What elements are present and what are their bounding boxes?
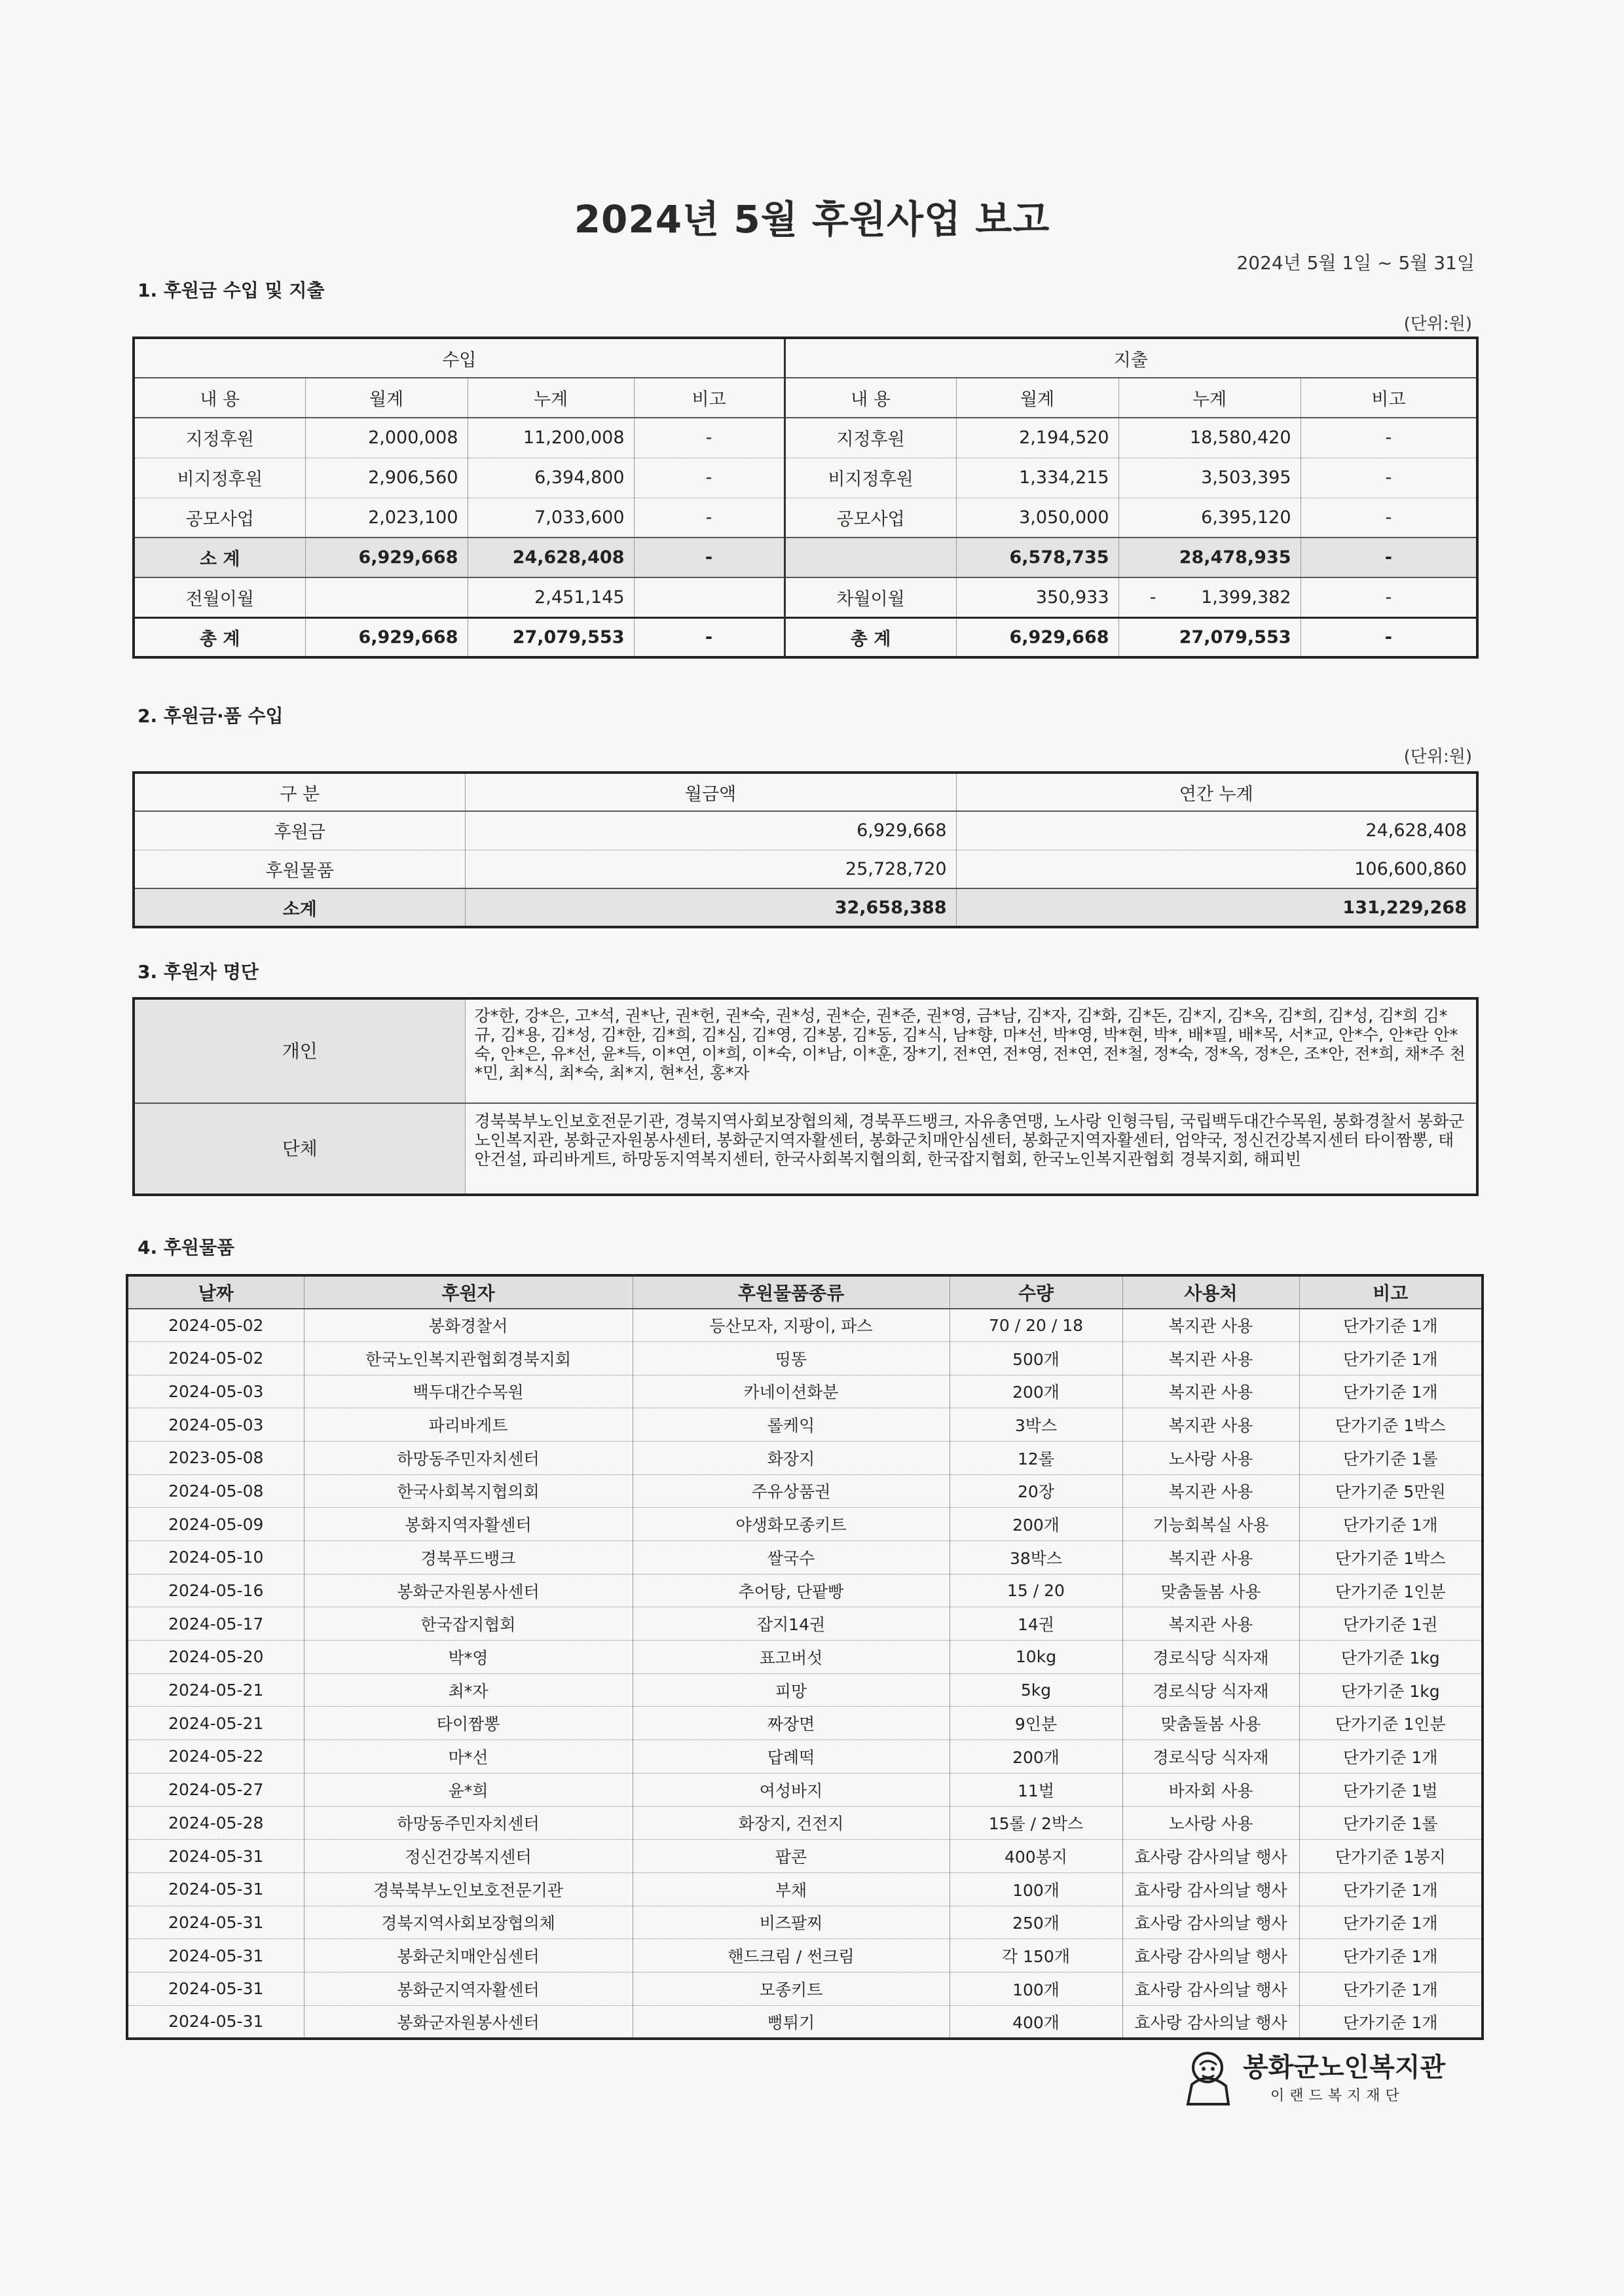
table-cell: 24,628,408 xyxy=(956,811,1477,850)
table-row xyxy=(134,418,1477,458)
column-header: 비고 xyxy=(634,378,784,418)
individual-donor-list: 강*한, 강*은, 고*석, 권*난, 권*헌, 권*숙, 권*성, 권*순, 권*준, 권*영, 금*남, 김*자, 김*화, 김*돈, 김*지, 김*옥, 김*희, 김*성, 김*희 김*규, 김*용, 김*성, 김*한, 김*희, 김*심, 김*영, 김*봉, 김*동, 김*식, 남*향, 마*선, 박*영, 박*현, 박*, 배*필, 배*목, 서*교, 안*수, 안*란 안*숙, 안*은, 유*선, 윤*득, 이*연, 이*희, 이*숙, 이*남, 이*훈, 장*기, 전*연, 전*영, 전*연, 전*철, 정*숙, 정*옥, 정*은, 조*안, 전*희, 채*주 천*민, 최*식, 최*숙, 최*지, 현*선, 홍*자 xyxy=(465,998,1477,1103)
table-cell: 노사랑 사용 xyxy=(1122,1806,1299,1840)
table-cell: 단가기준 1개 xyxy=(1299,1939,1483,1973)
table-cell: 27,079,553 xyxy=(1118,617,1301,657)
table-row xyxy=(134,498,1477,538)
table-cell: 여성바지 xyxy=(633,1773,950,1806)
column-header: 수량 xyxy=(950,1275,1122,1309)
table-row xyxy=(134,458,1477,498)
table-cell: 모종키트 xyxy=(633,1972,950,2005)
table-cell: 단가기준 1kg xyxy=(1299,1673,1483,1707)
table-cell: 6,578,735 xyxy=(956,538,1118,577)
table-cell: 한국사회복지협의회 xyxy=(304,1474,633,1508)
group-label: 단체 xyxy=(134,1103,465,1195)
table-cell: 윤*희 xyxy=(304,1773,633,1806)
table-cell: 뻥튀기 xyxy=(633,2005,950,2039)
column-header: 연간 누계 xyxy=(956,773,1477,811)
table-cell: 최*자 xyxy=(304,1673,633,1707)
grand-total-row xyxy=(134,617,1477,657)
table-row xyxy=(134,850,1477,888)
table-cell xyxy=(634,577,784,617)
table-cell: 28,478,935 xyxy=(1118,538,1301,577)
table-cell: 총 계 xyxy=(784,617,956,657)
table-cell: 정신건강복지센터 xyxy=(304,1840,633,1873)
column-header: 구 분 xyxy=(134,773,465,811)
table-cell: 하망동주민자치센터 xyxy=(304,1441,633,1474)
table-cell: 주유상품권 xyxy=(633,1474,950,1508)
table-cell: 롤케익 xyxy=(633,1408,950,1442)
section2-title: 2. 후원금·품 수입 xyxy=(138,705,284,727)
expense-header: 지출 xyxy=(784,338,1477,378)
table-cell: - xyxy=(1301,458,1477,498)
section4-title: 4. 후원물품 xyxy=(138,1237,235,1258)
table-cell: 3,050,000 xyxy=(956,498,1118,538)
table-cell: 2023-05-08 xyxy=(127,1441,304,1474)
column-header: 비고 xyxy=(1299,1275,1483,1309)
table-cell: 소계 xyxy=(134,888,465,927)
table-cell: 32,658,388 xyxy=(465,888,956,927)
table-cell: 기능회복실 사용 xyxy=(1122,1508,1299,1541)
table-cell: 짜장면 xyxy=(633,1707,950,1740)
table-cell: 단가기준 1개 xyxy=(1299,1906,1483,1939)
org-name: 봉화군노인복지관 xyxy=(1243,2052,1446,2083)
table-cell: 단가기준 1인분 xyxy=(1299,1707,1483,1740)
section1-title: 1. 후원금 수입 및 지출 xyxy=(138,280,325,301)
table-cell: 봉화경찰서 xyxy=(304,1309,633,1342)
table-cell: 차월이월 xyxy=(784,577,956,617)
table-cell: 단가기준 1권 xyxy=(1299,1607,1483,1641)
table-cell: 복지관 사용 xyxy=(1122,1474,1299,1508)
table-cell: 추어탕, 단팥빵 xyxy=(633,1574,950,1607)
table-cell: 핸드크림 / 썬크림 xyxy=(633,1939,950,1973)
table-cell: 6,394,800 xyxy=(468,458,634,498)
table-cell: 12롤 xyxy=(950,1441,1122,1474)
donated-goods-table xyxy=(126,1274,1484,2040)
table-cell: 복지관 사용 xyxy=(1122,1541,1299,1575)
table-cell: 3박스 xyxy=(950,1408,1122,1442)
section1-unit: (단위:원) xyxy=(1403,314,1472,334)
table-row xyxy=(134,998,1477,1103)
table-cell: 효사랑 감사의날 행사 xyxy=(1122,1872,1299,1906)
table-cell: 단가기준 1박스 xyxy=(1299,1408,1483,1442)
table-cell: 효사랑 감사의날 행사 xyxy=(1122,1972,1299,2005)
section2-unit: (단위:원) xyxy=(1403,747,1472,767)
table-cell: 경북북부노인보호전문기관 xyxy=(304,1872,633,1906)
table-cell: 각 150개 xyxy=(950,1939,1122,1973)
table-row xyxy=(127,1574,1483,1607)
table-cell: 바자회 사용 xyxy=(1122,1773,1299,1806)
table-cell: 후원물품 xyxy=(134,850,465,888)
individual-label: 개인 xyxy=(134,998,465,1103)
donated-goods-body xyxy=(127,1309,1483,2039)
table-row xyxy=(127,1341,1483,1375)
table-cell: 복지관 사용 xyxy=(1122,1375,1299,1408)
table-cell: 경로식당 식자재 xyxy=(1122,1740,1299,1774)
table-cell: 효사랑 감사의날 행사 xyxy=(1122,1939,1299,1973)
table-cell: 350,933 xyxy=(956,577,1118,617)
table-row xyxy=(127,1641,1483,1674)
table-cell: 단가기준 1개 xyxy=(1299,1341,1483,1375)
table-cell: 5kg xyxy=(950,1673,1122,1707)
table-cell: - xyxy=(634,617,784,657)
table-row xyxy=(127,2005,1483,2039)
table-cell: 100개 xyxy=(950,1972,1122,2005)
table-cell: 봉화군자원봉사센터 xyxy=(304,1574,633,1607)
table-cell: 소 계 xyxy=(134,538,305,577)
org-logo-icon xyxy=(1183,2045,1238,2108)
table-cell: 7,033,600 xyxy=(468,498,634,538)
table-cell: 6,929,668 xyxy=(956,617,1118,657)
table-cell: 200개 xyxy=(950,1375,1122,1408)
table-row xyxy=(127,1806,1483,1840)
table-row xyxy=(127,1939,1483,1973)
table-cell: 500개 xyxy=(950,1341,1122,1375)
table-cell: 지정후원 xyxy=(784,418,956,458)
table-cell: 카네이션화분 xyxy=(633,1375,950,1408)
table-cell: 단가기준 1박스 xyxy=(1299,1541,1483,1575)
table-cell: 단가기준 1개 xyxy=(1299,2005,1483,2039)
table-cell: - 1,399,382 xyxy=(1118,577,1301,617)
table-cell: 총 계 xyxy=(134,617,305,657)
table-cell: 백두대간수목원 xyxy=(304,1375,633,1408)
table-cell: 단가기준 1kg xyxy=(1299,1641,1483,1674)
table-cell: - xyxy=(1301,498,1477,538)
table-cell: 복지관 사용 xyxy=(1122,1341,1299,1375)
column-header: 사용처 xyxy=(1122,1275,1299,1309)
column-header: 월계 xyxy=(305,378,468,418)
table-row xyxy=(134,577,1477,617)
table-cell: 경북지역사회보장협의체 xyxy=(304,1906,633,1939)
table-cell: 250개 xyxy=(950,1906,1122,1939)
table-cell: - xyxy=(634,538,784,577)
table-cell: 단가기준 1개 xyxy=(1299,1872,1483,1906)
income-expense-table xyxy=(132,337,1479,659)
table-cell: 27,079,553 xyxy=(468,617,634,657)
table-cell: 6,929,668 xyxy=(305,617,468,657)
table-cell: 400개 xyxy=(950,2005,1122,2039)
table-cell: 15 / 20 xyxy=(950,1574,1122,1607)
table-cell: 타이짬뽕 xyxy=(304,1707,633,1740)
table-cell: 2,000,008 xyxy=(305,418,468,458)
donor-list-table xyxy=(132,997,1479,1196)
document-title: 2024년 5월 후원사업 보고 xyxy=(574,197,1050,242)
table-cell: 피망 xyxy=(633,1673,950,1707)
table-cell: 효사랑 감사의날 행사 xyxy=(1122,1906,1299,1939)
table-row xyxy=(127,1607,1483,1641)
column-header: 후원물품종류 xyxy=(633,1275,950,1309)
table-cell: 38박스 xyxy=(950,1541,1122,1575)
table-cell: 2,023,100 xyxy=(305,498,468,538)
table-cell: - xyxy=(1301,617,1477,657)
table-cell: - xyxy=(634,458,784,498)
table-cell: 9인분 xyxy=(950,1707,1122,1740)
table-cell: 야생화모종키트 xyxy=(633,1508,950,1541)
table-cell: 공모사업 xyxy=(784,498,956,538)
table-cell: 106,600,860 xyxy=(956,850,1477,888)
table-cell: 2024-05-31 xyxy=(127,2005,304,2039)
table-cell: 단가기준 1개 xyxy=(1299,1375,1483,1408)
table-cell: 화장지 xyxy=(633,1441,950,1474)
table-row xyxy=(127,1541,1483,1575)
table-cell: - xyxy=(1301,538,1477,577)
table-cell: 쌀국수 xyxy=(633,1541,950,1575)
table-cell: 봉화군자원봉사센터 xyxy=(304,2005,633,2039)
table-cell: 비지정후원 xyxy=(134,458,305,498)
table-row xyxy=(134,811,1477,850)
table-cell: 단가기준 1봉지 xyxy=(1299,1840,1483,1873)
table-cell: 답례떡 xyxy=(633,1740,950,1774)
report-period: 2024년 5월 1일 ~ 5월 31일 xyxy=(1236,252,1475,274)
table-row xyxy=(134,1103,1477,1195)
column-header: 월계 xyxy=(956,378,1118,418)
table-cell: 25,728,720 xyxy=(465,850,956,888)
section3-title: 3. 후원자 명단 xyxy=(138,961,259,983)
table-cell: 전월이월 xyxy=(134,577,305,617)
table-cell: 효사랑 감사의날 행사 xyxy=(1122,2005,1299,2039)
table-cell xyxy=(305,577,468,617)
table-cell: 200개 xyxy=(950,1508,1122,1541)
table-cell: 11벌 xyxy=(950,1773,1122,1806)
table-row xyxy=(127,1375,1483,1408)
table-cell: 2024-05-08 xyxy=(127,1474,304,1508)
table-cell: 2024-05-09 xyxy=(127,1508,304,1541)
table-row xyxy=(127,1508,1483,1541)
table-cell: 봉화군치매안심센터 xyxy=(304,1939,633,1973)
table-cell: 2,906,560 xyxy=(305,458,468,498)
table-cell: 단가기준 1개 xyxy=(1299,1508,1483,1541)
table-cell: 복지관 사용 xyxy=(1122,1309,1299,1342)
table-cell: 경로식당 식자재 xyxy=(1122,1673,1299,1707)
table-cell: 6,929,668 xyxy=(465,811,956,850)
table-cell: 단가기준 1인분 xyxy=(1299,1574,1483,1607)
table-cell: 20장 xyxy=(950,1474,1122,1508)
table-cell: 2024-05-02 xyxy=(127,1309,304,1342)
table-cell: 단가기준 1개 xyxy=(1299,1309,1483,1342)
table-row xyxy=(127,1773,1483,1806)
subtotal-row xyxy=(134,538,1477,577)
table-cell: 지정후원 xyxy=(134,418,305,458)
table-cell: 등산모자, 지팡이, 파스 xyxy=(633,1309,950,1342)
table-cell: 비즈팔찌 xyxy=(633,1906,950,1939)
table-cell: 봉화지역자활센터 xyxy=(304,1508,633,1541)
table-cell: 단가기준 1개 xyxy=(1299,1972,1483,2005)
table-cell: 2024-05-28 xyxy=(127,1806,304,1840)
table-cell: 팝콘 xyxy=(633,1840,950,1873)
column-header: 누계 xyxy=(468,378,634,418)
table-cell: 한국노인복지관협회경북지회 xyxy=(304,1341,633,1375)
org-subtitle: 이랜드복지재단 xyxy=(1270,2088,1405,2104)
table-cell: 24,628,408 xyxy=(468,538,634,577)
table-row xyxy=(127,1673,1483,1707)
table-cell: 화장지, 건전지 xyxy=(633,1806,950,1840)
table-cell: - xyxy=(1301,577,1477,617)
table-cell: 부채 xyxy=(633,1872,950,1906)
donation-summary-table xyxy=(132,771,1479,928)
table-header-row xyxy=(134,378,1477,418)
table-cell: 2024-05-27 xyxy=(127,1773,304,1806)
table-row xyxy=(127,1474,1483,1508)
table-cell: 2024-05-17 xyxy=(127,1607,304,1641)
table-cell: 14권 xyxy=(950,1607,1122,1641)
table-row xyxy=(127,1740,1483,1774)
table-cell: - xyxy=(634,498,784,538)
column-header: 내 용 xyxy=(784,378,956,418)
table-cell: 2024-05-22 xyxy=(127,1740,304,1774)
table-cell: 잡지14권 xyxy=(633,1607,950,1641)
table-cell: 표고버섯 xyxy=(633,1641,950,1674)
table-cell: 한국잡지협회 xyxy=(304,1607,633,1641)
table-cell: 2024-05-10 xyxy=(127,1541,304,1575)
table-cell: 2,194,520 xyxy=(956,418,1118,458)
table-cell: - xyxy=(634,418,784,458)
table-cell: 마*선 xyxy=(304,1740,633,1774)
table-cell: - xyxy=(1301,418,1477,458)
table-cell: 11,200,008 xyxy=(468,418,634,458)
table-cell: 단가기준 1개 xyxy=(1299,1740,1483,1774)
income-header: 수입 xyxy=(134,338,784,378)
table-cell: 3,503,395 xyxy=(1118,458,1301,498)
table-cell: 후원금 xyxy=(134,811,465,850)
table-cell: 복지관 사용 xyxy=(1122,1607,1299,1641)
table-cell: 맞춤돌봄 사용 xyxy=(1122,1574,1299,1607)
table-cell: 2024-05-21 xyxy=(127,1673,304,1707)
table-cell: 2024-05-31 xyxy=(127,1906,304,1939)
table-cell: 봉화군지역자활센터 xyxy=(304,1972,633,2005)
table-cell: 효사랑 감사의날 행사 xyxy=(1122,1840,1299,1873)
table-row xyxy=(127,1840,1483,1873)
table-cell: 200개 xyxy=(950,1740,1122,1774)
table-row xyxy=(127,1906,1483,1939)
table-cell: 단가기준 1롤 xyxy=(1299,1441,1483,1474)
table-cell: 18,580,420 xyxy=(1118,418,1301,458)
table-cell: 복지관 사용 xyxy=(1122,1408,1299,1442)
table-cell: 400봉지 xyxy=(950,1840,1122,1873)
table-cell: 단가기준 1롤 xyxy=(1299,1806,1483,1840)
table-row xyxy=(127,1972,1483,2005)
column-header: 내 용 xyxy=(134,378,305,418)
table-cell: 2024-05-31 xyxy=(127,1872,304,1906)
group-donor-list: 경북북부노인보호전문기관, 경북지역사회보장협의체, 경북푸드뱅크, 자유총연맹, 노사랑 인형극팀, 국립백두대간수목원, 봉화경찰서 봉화군노인복지관, 봉화군자원봉사센터, 봉화군지역자활센터, 봉화군치매안심센터, 봉화군지역자활센터, 엄약국, 정신건강복지센터 타이짬뽕, 태안건설, 파리바게트, 하망동지역복지센터, 한국사회복지협의회, 한국잡지협회, 한국노인복지관협회 경북지회, 해피빈 xyxy=(465,1103,1477,1195)
table-cell xyxy=(784,538,956,577)
table-cell: 2024-05-03 xyxy=(127,1408,304,1442)
table-row xyxy=(127,1408,1483,1442)
table-header-row xyxy=(134,773,1477,811)
table-cell: 1,334,215 xyxy=(956,458,1118,498)
table-cell: 하망동주민자치센터 xyxy=(304,1806,633,1840)
table-cell: 100개 xyxy=(950,1872,1122,1906)
table-cell: 6,395,120 xyxy=(1118,498,1301,538)
table-cell: 단가기준 5만원 xyxy=(1299,1474,1483,1508)
table-cell: 10kg xyxy=(950,1641,1122,1674)
column-header: 후원자 xyxy=(304,1275,633,1309)
table-cell: 2024-05-31 xyxy=(127,1972,304,2005)
subtotal-row xyxy=(134,888,1477,927)
table-cell: 박*영 xyxy=(304,1641,633,1674)
table-cell: 맞춤돌봄 사용 xyxy=(1122,1707,1299,1740)
table-cell: 파리바게트 xyxy=(304,1408,633,1442)
table-cell: 경로식당 식자재 xyxy=(1122,1641,1299,1674)
table-cell: 2,451,145 xyxy=(468,577,634,617)
table-cell: 노사랑 사용 xyxy=(1122,1441,1299,1474)
table-cell: 131,229,268 xyxy=(956,888,1477,927)
table-cell: 2024-05-03 xyxy=(127,1375,304,1408)
table-row xyxy=(127,1872,1483,1906)
table-cell: 비지정후원 xyxy=(784,458,956,498)
table-cell: 단가기준 1벌 xyxy=(1299,1773,1483,1806)
table-cell: 6,929,668 xyxy=(305,538,468,577)
table-cell: 2024-05-16 xyxy=(127,1574,304,1607)
table-cell: 2024-05-31 xyxy=(127,1840,304,1873)
column-header: 날짜 xyxy=(127,1275,304,1309)
table-cell: 2024-05-02 xyxy=(127,1341,304,1375)
column-header: 누계 xyxy=(1118,378,1301,418)
column-header: 비고 xyxy=(1301,378,1477,418)
table-row xyxy=(127,1309,1483,1342)
table-cell: 2024-05-20 xyxy=(127,1641,304,1674)
table-cell: 15롤 / 2박스 xyxy=(950,1806,1122,1840)
table-header-row xyxy=(127,1275,1483,1309)
table-cell: 2024-05-21 xyxy=(127,1707,304,1740)
table-cell: 경북푸드뱅크 xyxy=(304,1541,633,1575)
table-cell: 공모사업 xyxy=(134,498,305,538)
table-row xyxy=(127,1441,1483,1474)
table-cell: 70 / 20 / 18 xyxy=(950,1309,1122,1342)
table-cell: 띵똥 xyxy=(633,1341,950,1375)
column-header: 월금액 xyxy=(465,773,956,811)
table-cell: 2024-05-31 xyxy=(127,1939,304,1973)
table-row xyxy=(127,1707,1483,1740)
